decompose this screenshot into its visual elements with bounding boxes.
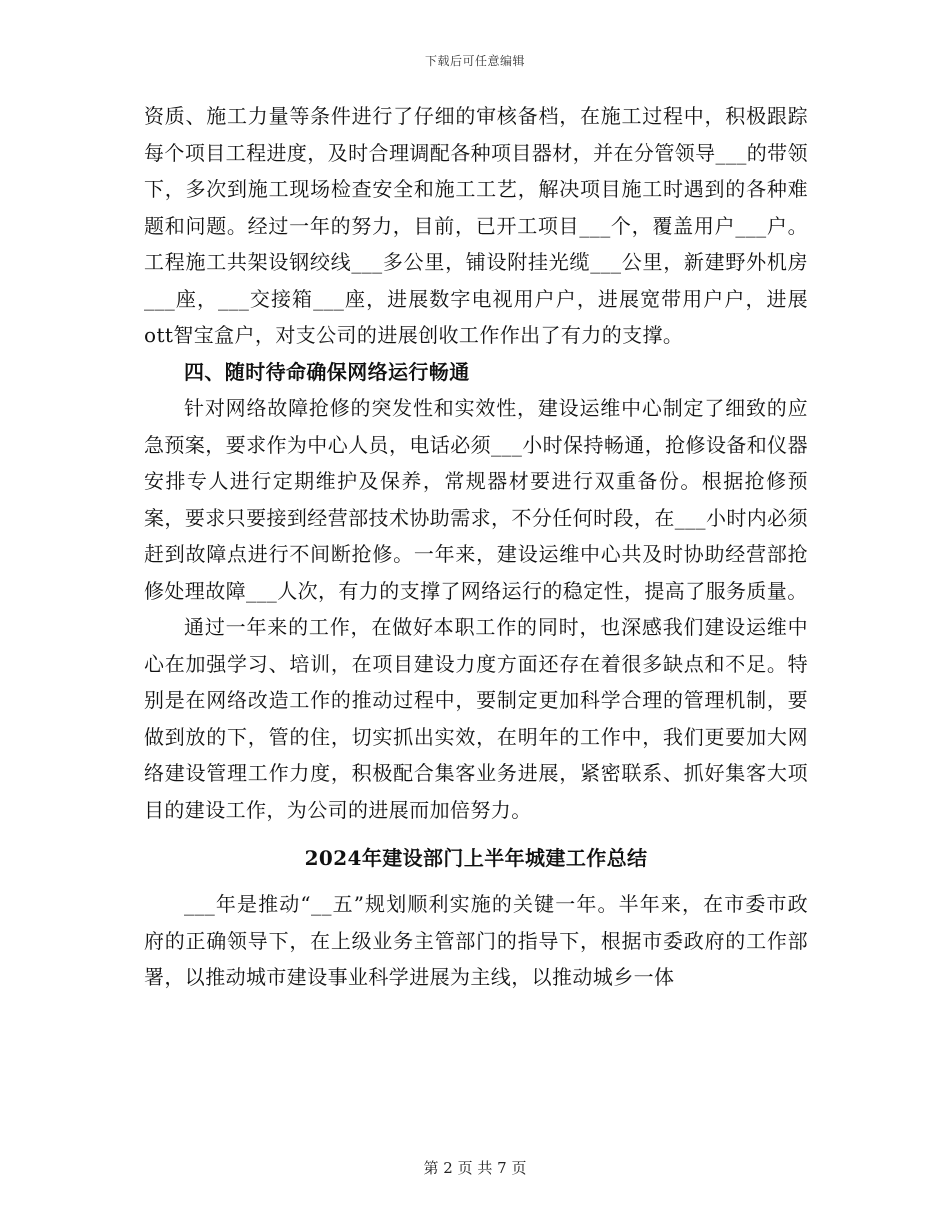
page-header-note: 下载后可任意编辑 [424,54,525,68]
document-title: 2024年建设部门上半年城建工作总结 [304,846,648,870]
section-4-paragraph: 针对网络故障抢修的突发性和实效性，建设运维中心制定了细致的应急预案，要求作为中心人员，电话必须___小时保持畅通，抢修设备和仪器安排专人进行定期维护及保养，常规器材要进行双重备份。根据抢修预案，要求只要接到经营部技术协助需求，不分任何时段，在___小时内必须赶到故障点进行不间断抢修。一年来，建设运维中心共及时协助经营部抢修处理故障___人次，有力的支撑了网络运行的稳定性，提高了服务质量。 [144,396,808,603]
section-heading-4: 四、随时待命确保网络运行畅通 [184,359,470,384]
page-number: 第 2 页 共 7 页 [423,1159,527,1177]
continued-paragraph: 资质、施工力量等条件进行了仔细的审核备档，在施工过程中，积极跟踪每个项目工程进度，及时合理调配各种项目器材，并在分管领导___的带领下，多次到施工现场检查安全和施工工艺，解决项目施工时遇到的各种难题和问题。经过一年的努力，目前，已开工项目___个，覆盖用户___户。工程施工共架设钢绞线___多公里，铺设附挂光缆___公里，新建野外机房___座，___交接箱___座，进展数字电视用户户，进展宽带用户户，进展ott智宝盒户，对支公司的进展创收工作作出了有力的支撑。 [144,104,808,347]
closing-paragraph: 通过一年来的工作，在做好本职工作的同时，也深感我们建设运维中心在加强学习、培训，在项目建设力度方面还存在着很多缺点和不足。特别是在网络改造工作的推动过程中，要制定更加科学合理的管理机制，要做到放的下，管的住，切实抓出实效，在明年的工作中，我们更要加大网络建设管理工作力度，积极配合集客业务进展，紧密联系、抓好集客大项目的建设工作，为公司的进展而加倍努力。 [144,615,808,822]
new-document-paragraph: ___年是推动“__五”规划顺利实施的关键一年。半年来，在市委市政府的正确领导下，在上级业务主管部门的指导下，根据市委政府的工作部署，以推动城市建设事业科学进展为主线，以推动城乡一体 [144,892,808,989]
document-body [144,98,808,996]
